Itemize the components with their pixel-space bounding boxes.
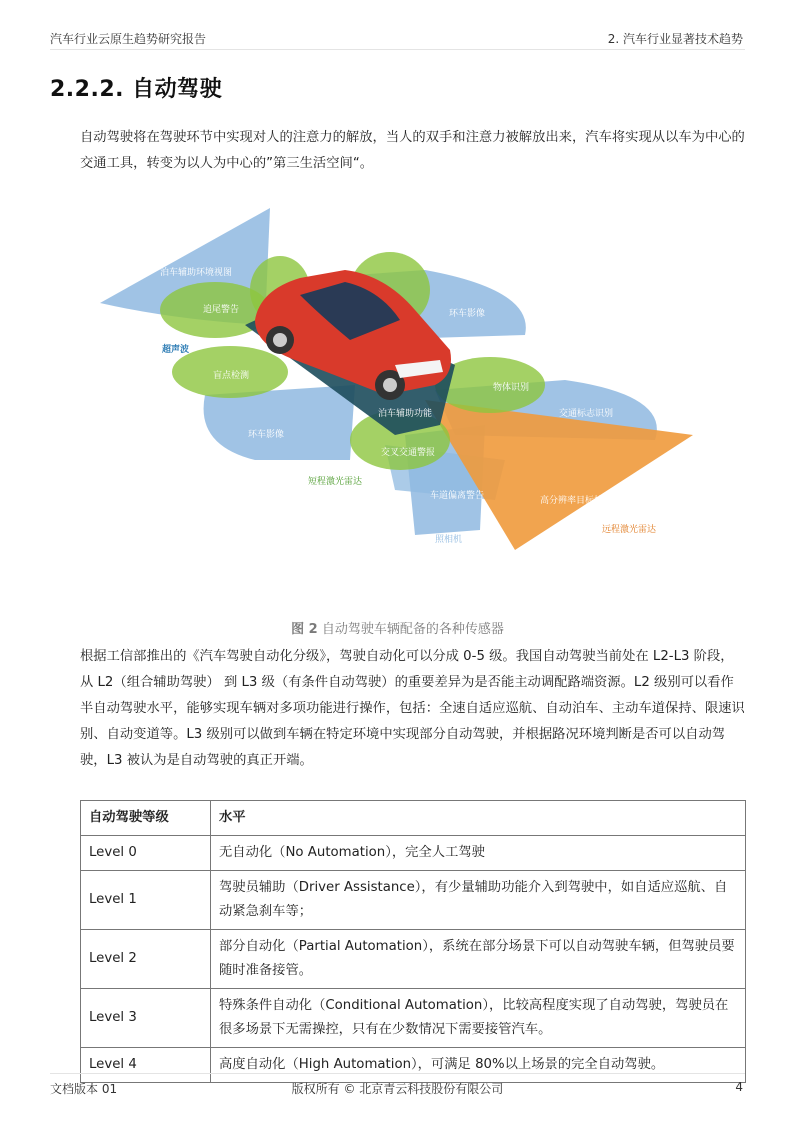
table-row xyxy=(81,871,746,930)
figure-caption-number: 图 2 xyxy=(291,622,318,637)
label-traffic-sign: 交通标志识别 xyxy=(559,409,614,419)
header-divider xyxy=(50,49,745,50)
table-row xyxy=(81,836,746,871)
table-row xyxy=(81,930,746,989)
table-row xyxy=(81,1048,746,1083)
label-lane-departure: 车道偏离警告 xyxy=(430,491,485,501)
table-row xyxy=(81,989,746,1048)
header-chapter-title: 2. 汽车行业显著技术趋势 xyxy=(607,32,743,46)
label-surround-view-left: 环车影像 xyxy=(248,430,285,440)
intro-paragraph: 自动驾驶将在驾驶环节中实现对人的注意力的解放，当人的双手和注意力被解放出来，汽车将实现从以车为中心的交通工具，转变为以人为中心的”第三生活空间“。 xyxy=(80,130,745,171)
table-cell-desc: 高度自动化（High Automation），可满足 80%以上场景的完全自动驾驶。 xyxy=(211,1048,746,1083)
table-cell-desc: 特殊条件自动化（Conditional Automation），比较高程度实现了自动驾驶，驾驶员在很多场景下无需操控，只有在少数情况下需要接管汽车。 xyxy=(211,989,746,1048)
footer-divider xyxy=(50,1073,745,1074)
label-surround-view-parking: 泊车辅助环境视图 xyxy=(160,268,233,278)
label-camera: 照相机 xyxy=(435,535,463,545)
table-cell-level: Level 1 xyxy=(81,871,211,930)
table-cell-level: Level 0 xyxy=(81,836,211,871)
figure-caption-text: 自动驾驶车辆配备的各种传感器 xyxy=(317,622,504,637)
table-cell-desc: 无自动化（No Automation），完全人工驾驶 xyxy=(211,836,746,871)
label-high-res-target: 高分辨率目标检测 xyxy=(540,496,613,506)
table-cell-desc: 部分自动化（Partial Automation），系统在部分场景下可以自动驾驶车辆，但驾驶员要随时准备接管。 xyxy=(211,930,746,989)
table-header-row xyxy=(81,801,746,836)
figure-caption xyxy=(0,618,795,637)
label-short-range-lidar: 短程激光雷达 xyxy=(308,477,363,487)
table-cell-level: Level 3 xyxy=(81,989,211,1048)
automation-levels-table xyxy=(80,800,746,1083)
sensor-figure xyxy=(95,200,695,560)
footer-page-number: 4 xyxy=(735,1080,743,1094)
label-blind-spot: 盲点检测 xyxy=(213,371,250,381)
label-rear-collision: 追尾警告 xyxy=(203,305,240,315)
sensor-diagram xyxy=(95,200,695,560)
table-cell-desc: 驾驶员辅助（Driver Assistance），有少量辅助功能介入到驾驶中，如自适应巡航、自动紧急刹车等； xyxy=(211,871,746,930)
table-cell-level: Level 4 xyxy=(81,1048,211,1083)
label-ultrasonic: 超声波 xyxy=(162,345,190,355)
label-long-range-lidar: 远程激光雷达 xyxy=(602,525,657,535)
section-heading: 2.2.2. 自动驾驶 xyxy=(50,77,223,102)
footer-doc-version: 文档版本 01 xyxy=(50,1082,118,1096)
table-header-desc: 水平 xyxy=(211,801,746,836)
label-parking-assist: 泊车辅助功能 xyxy=(378,409,433,419)
body-paragraph: 根据工信部推出的《汽车驾驶自动化分级》，驾驶自动化可以分成 0-5 级。我国自动驾驶当前处在 L2-L3 阶段，从 L2（组合辅助驾驶） 到 L3 级（有条件自动驾驶）的重要差异为是否能主动调配路端资源。L2 级别可以看作半自动驾驶水平，能够实现车辆对多项功能进行操作，包括：全速自适应巡航、自动泊车、主动车道保持、限速识别、自动变道等。L3 级别可以做到车辆在特定环境中实现部分自动驾驶，并根据路况环境判断是否可以自动驾驶，L3 被认为是自动驾驶的真正开端。 xyxy=(80,649,745,768)
footer-copyright: 版权所有 © 北京青云科技股份有限公司 xyxy=(291,1082,504,1096)
label-cross-traffic: 交叉交通警报 xyxy=(381,448,436,458)
header-doc-title: 汽车行业云原生趋势研究报告 xyxy=(50,32,207,46)
label-surround-view-right: 环车影像 xyxy=(449,309,486,319)
label-object-detection: 物体识别 xyxy=(493,383,530,393)
table-header-level: 自动驾驶等级 xyxy=(81,801,211,836)
table-cell-level: Level 2 xyxy=(81,930,211,989)
